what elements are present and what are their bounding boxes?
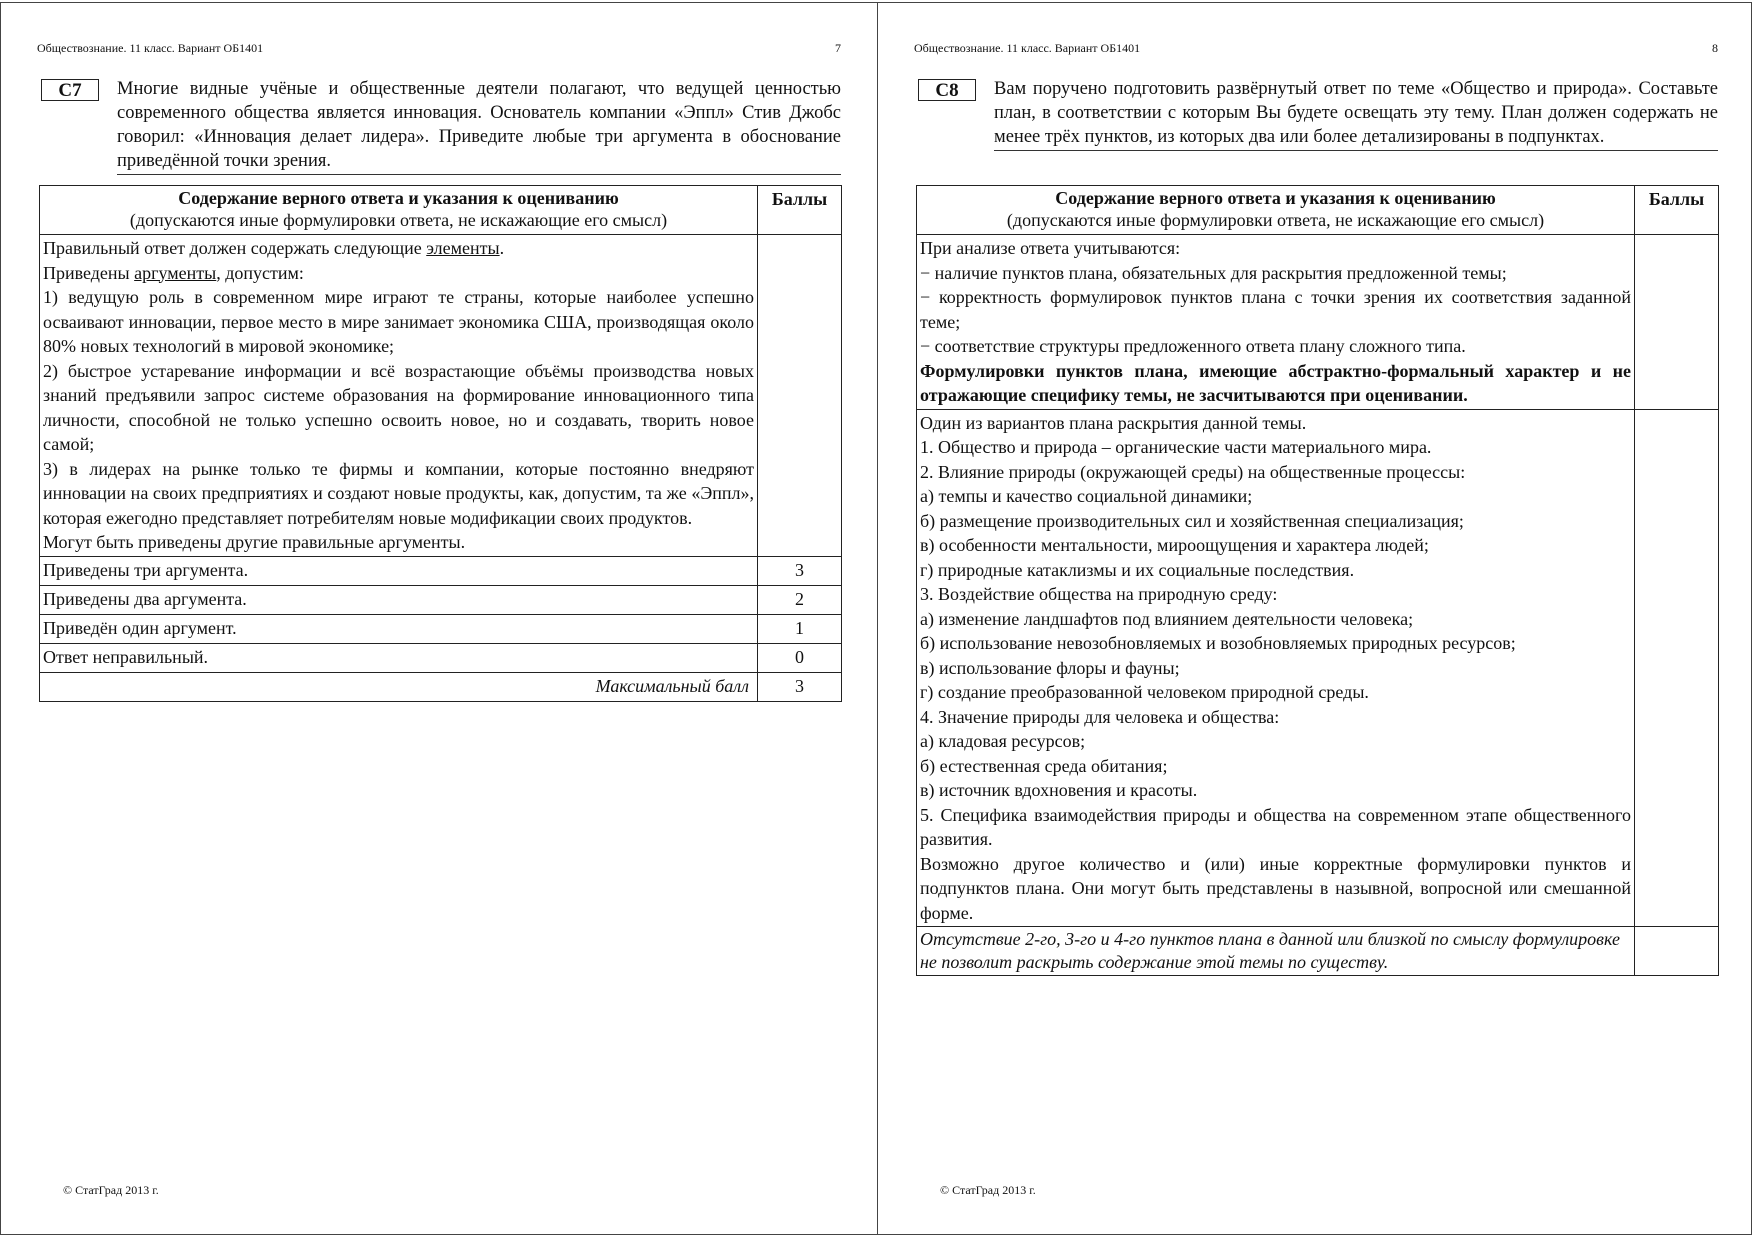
empty-score-cell bbox=[1635, 927, 1719, 976]
argument-item: 2) быстрое устаревание информации и всё возрастающие объёмы производства новых знаний предъявили запрос системе образования на формирование инновационного типа личности, способной не только успешно освоить новое, но и создавать, творить новое самой; bbox=[43, 360, 754, 454]
content-header-title: Содержание верного ответа и указания к оцениванию bbox=[1055, 188, 1496, 208]
page-header bbox=[37, 41, 841, 56]
answer-content-cell bbox=[40, 235, 758, 557]
underlined-term: аргументы bbox=[134, 262, 217, 283]
scoring-table bbox=[916, 185, 1719, 976]
max-score-row bbox=[40, 672, 842, 701]
criteria-row bbox=[40, 585, 842, 614]
empty-score-cell bbox=[1635, 409, 1719, 927]
criteria-row bbox=[40, 556, 842, 585]
criteria-row bbox=[40, 643, 842, 672]
argument-item: 1) ведущую роль в современном мире играют те страны, которые наиболее успешно осваивают инновации, первое место в мире занимает экономика США, производящая около 80% новых технологий в мировой экономике; bbox=[43, 287, 754, 356]
criteria-score: 3 bbox=[758, 556, 842, 585]
intro-line: Правильный ответ должен содержать следующие элементы. bbox=[43, 238, 505, 258]
criteria-score: 0 bbox=[758, 643, 842, 672]
page-header bbox=[914, 41, 1718, 56]
analysis-title: При анализе ответа учитываются: bbox=[920, 238, 1181, 258]
empty-score-cell bbox=[1635, 235, 1719, 410]
content-header-title: Содержание верного ответа и указания к оцениванию bbox=[178, 188, 619, 208]
plan-line: а) кладовая ресурсов; bbox=[920, 731, 1086, 751]
content-header-cell bbox=[917, 186, 1635, 235]
plan-line: 3. Воздействие общества на природную среду: bbox=[920, 584, 1278, 604]
document-spread bbox=[0, 2, 1752, 1235]
criteria-score: 1 bbox=[758, 614, 842, 643]
content-header-note: (допускаются иные формулировки ответа, не искажающие его смысл) bbox=[129, 210, 668, 230]
criteria-label: Приведены три аргумента. bbox=[40, 556, 758, 585]
criteria-label: Ответ неправильный. bbox=[40, 643, 758, 672]
answer-content-row bbox=[40, 235, 842, 557]
plan-line: 4. Значение природы для человека и общества: bbox=[920, 706, 1280, 727]
arguments-line: Приведены аргументы, допустим: bbox=[43, 262, 304, 283]
plan-line: в) особенности ментальности, мироощущения и характера людей; bbox=[920, 535, 1429, 555]
header-subject: Обществознание. 11 класс. Вариант ОБ1401 bbox=[914, 41, 1141, 55]
analysis-item: − наличие пунктов плана, обязательных для раскрытия предложенной темы; bbox=[920, 262, 1507, 283]
criteria-label: Приведены два аргумента. bbox=[40, 585, 758, 614]
plan-line: в) источник вдохновения и красоты. bbox=[920, 780, 1198, 800]
other-arguments-note: Могут быть приведены другие правильные аргументы. bbox=[43, 532, 466, 552]
page-left bbox=[1, 3, 877, 1234]
page-footer: © СтатГрад 2013 г. bbox=[940, 1183, 1036, 1197]
table-header-row bbox=[917, 186, 1719, 235]
plan-line: 2. Влияние природы (окружающей среды) на общественные процессы: bbox=[920, 461, 1466, 482]
task-code: C8 bbox=[918, 79, 976, 101]
content-header-cell bbox=[40, 186, 758, 235]
plan-line: 5. Специфика взаимодействия природы и общества на современном этапе общественного развития. bbox=[920, 804, 1631, 849]
task-question: Вам поручено подготовить развёрнутый ответ по теме «Общество и природа». Составьте план, в соответствии с которым Вы будете освещать эту тему. План должен содержать не менее трёх пунктов, из которых два или более детализированы в подпунктах. bbox=[994, 77, 1718, 151]
page-number: 7 bbox=[835, 41, 841, 55]
plan-line: 1. Общество и природа – органические части материального мира. bbox=[920, 437, 1432, 457]
analysis-item: − соответствие структуры предложенного ответа плану сложного типа. bbox=[920, 336, 1466, 356]
analysis-row bbox=[917, 235, 1719, 410]
task-c7 bbox=[41, 77, 841, 175]
plan-line: б) естественная среда обитания; bbox=[920, 755, 1168, 776]
content-header-note: (допускаются иные формулировки ответа, не искажающие его смысл) bbox=[1006, 210, 1545, 230]
plan-line: Один из вариантов плана раскрытия данной темы. bbox=[920, 412, 1307, 433]
plan-line: а) темпы и качество социальной динамики; bbox=[920, 486, 1253, 506]
page-number: 8 bbox=[1712, 41, 1718, 55]
header-subject: Обществознание. 11 класс. Вариант ОБ1401 bbox=[37, 41, 264, 55]
max-score-value: 3 bbox=[758, 672, 842, 701]
italic-note-row bbox=[917, 927, 1719, 976]
criteria-label: Приведён один аргумент. bbox=[40, 614, 758, 643]
plan-row bbox=[917, 409, 1719, 927]
underlined-term: элементы bbox=[426, 238, 500, 258]
scoring-table bbox=[39, 185, 842, 702]
table-header-row bbox=[40, 186, 842, 235]
page-footer: © СтатГрад 2013 г. bbox=[63, 1183, 159, 1197]
plan-line: а) изменение ландшафтов под влиянием деятельности человека; bbox=[920, 608, 1414, 629]
plan-line: б) использование невозобновляемых и возобновляемых природных ресурсов; bbox=[920, 633, 1516, 653]
task-c8 bbox=[918, 77, 1718, 151]
plan-line: в) использование флоры и фауны; bbox=[920, 657, 1180, 678]
task-code: C7 bbox=[41, 79, 99, 101]
italic-note: Отсутствие 2-го, 3-го и 4-го пунктов плана в данной или близкой по смыслу формулировке не позволит раскрыть содержание этой темы по существу. bbox=[917, 927, 1635, 976]
plan-line: г) создание преобразованной человеком природной среды. bbox=[920, 682, 1369, 702]
plan-line: Возможно другое количество и (или) иные корректные формулировки пунктов и подпунктов плана. Они могут быть представлены в назывной, вопросной или смешанной форме. bbox=[920, 853, 1631, 923]
analysis-bold-note: Формулировки пунктов плана, имеющие абстрактно-формальный характер и не отражающие специфику темы, не засчитываются при оценивании. bbox=[920, 360, 1631, 405]
score-header-cell: Баллы bbox=[758, 186, 842, 235]
page-right bbox=[878, 3, 1754, 1234]
task-question: Многие видные учёные и общественные деятели полагают, что ведущей ценностью современного общества является инновация. Основатель компании «Эппл» Стив Джобс говорил: «Инновация делает лидера». Приведите любые три аргумента в обоснование приведённой точки зрения. bbox=[117, 77, 841, 175]
analysis-item: − корректность формулировок пунктов плана с точки зрения их соответствия заданной теме; bbox=[920, 287, 1631, 332]
plan-line: г) природные катаклизмы и их социальные последствия. bbox=[920, 559, 1355, 580]
argument-item: 3) в лидерах на рынке только те фирмы и компании, которые постоянно внедряют инновации на своих предприятиях и создают новые продукты, как, допустим, та же «Эппл», которая ежегодно представляет потребителям новые модификации своих продуктов. bbox=[43, 458, 754, 528]
plan-line: б) размещение производительных сил и хозяйственная специализация; bbox=[920, 510, 1464, 531]
max-score-label: Максимальный балл bbox=[40, 672, 758, 701]
empty-score-cell bbox=[758, 235, 842, 557]
criteria-score: 2 bbox=[758, 585, 842, 614]
plan-cell bbox=[917, 409, 1635, 927]
score-header-cell: Баллы bbox=[1635, 186, 1719, 235]
analysis-cell bbox=[917, 235, 1635, 410]
criteria-row bbox=[40, 614, 842, 643]
